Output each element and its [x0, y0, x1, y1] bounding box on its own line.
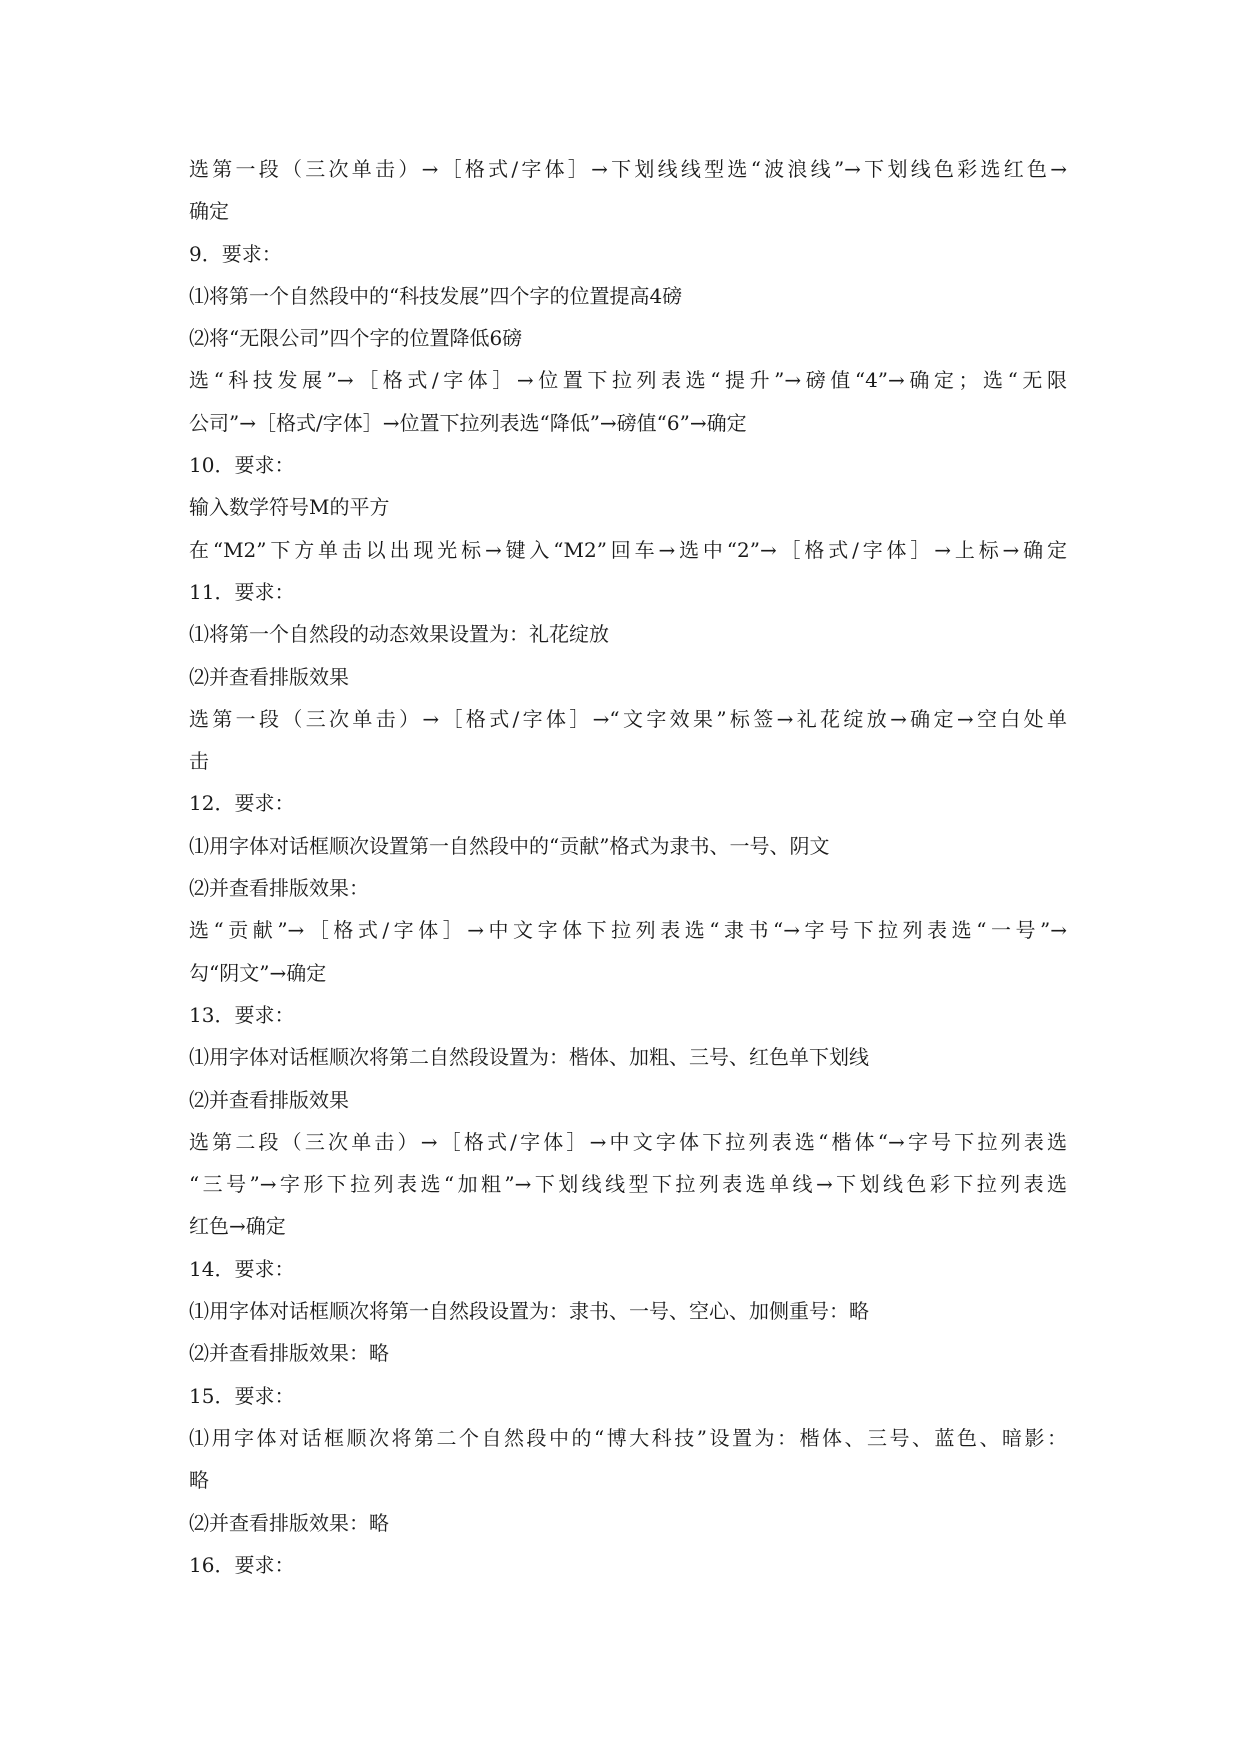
text-line: ⑴用字体对话框顺次将第二个自然段中的“博大科技”设置为：楷体、三号、蓝色、暗影： [189, 1425, 1067, 1450]
text-line: 选“贡献”→［格式/字体］→中文字体下拉列表选“隶书“→字号下拉列表选“一号”→ [189, 918, 1067, 943]
text-line: 在“M2”下方单击以出现光标→键入“M2”回车→选中“2”→［格式/字体］→上标→确定 [189, 537, 1067, 562]
text-line: ⑵并查看排版效果： [189, 876, 369, 901]
text-line: 输入数学符号M的平方 [189, 495, 390, 520]
text-line: ⑵并查看排版效果 [189, 1087, 349, 1112]
text-line: ⑴用字体对话框顺次设置第一自然段中的“贡献”格式为隶书、一号、阴文 [189, 833, 830, 858]
text-line: 确定 [189, 199, 229, 224]
text-line: ⑴将第一个自然段的动态效果设置为：礼花绽放 [189, 622, 609, 647]
text-line: ⑵并查看排版效果：略 [189, 1510, 389, 1535]
text-line: 选“科技发展”→［格式/字体］→位置下拉列表选“提升”→磅值“4”→确定；选“无限 [189, 368, 1067, 393]
text-line: ⑵将“无限公司”四个字的位置降低6磅 [189, 326, 523, 351]
text-line: 16．要求： [189, 1552, 295, 1577]
text-line: 15．要求： [189, 1383, 295, 1408]
text-line: 选第一段（三次单击）→［格式/字体］→“文字效果”标签→礼花绽放→确定→空白处单 [189, 706, 1067, 731]
text-line: 公司”→［格式/字体］→位置下拉列表选“降低”→磅值“6”→确定 [189, 410, 747, 435]
text-line: 13．要求： [189, 1002, 295, 1027]
text-line: 选第一段（三次单击）→［格式/字体］→下划线线型选“波浪线”→下划线色彩选红色→ [189, 157, 1067, 181]
text-line: 9．要求： [189, 241, 282, 266]
text-line: “三号”→字形下拉列表选“加粗”→下划线线型下拉列表选单线→下划线色彩下拉列表选 [189, 1172, 1067, 1197]
text-line: 选第二段（三次单击）→［格式/字体］→中文字体下拉列表选“楷体“→字号下拉列表选 [189, 1129, 1067, 1154]
text-line: ⑵并查看排版效果 [189, 664, 349, 689]
text-line: 14．要求： [189, 1256, 295, 1281]
text-line: ⑴用字体对话框顺次将第一自然段设置为：隶书、一号、空心、加侧重号：略 [189, 1299, 869, 1324]
text-line: 12．要求： [189, 791, 295, 816]
text-line: ⑴将第一个自然段中的“科技发展”四个字的位置提高4磅 [189, 283, 683, 308]
text-line: 10．要求： [189, 453, 295, 478]
text-line: 11．要求： [189, 579, 295, 604]
text-line: 红色→确定 [189, 1214, 286, 1239]
text-line: ⑵并查看排版效果：略 [189, 1341, 389, 1366]
text-line: 击 [189, 749, 209, 774]
text-line: 略 [189, 1468, 209, 1493]
text-line: ⑴用字体对话框顺次将第二自然段设置为：楷体、加粗、三号、红色单下划线 [189, 1045, 869, 1070]
document-page [189, 148, 1067, 1586]
text-line: 勾“阴文”→确定 [189, 960, 327, 985]
